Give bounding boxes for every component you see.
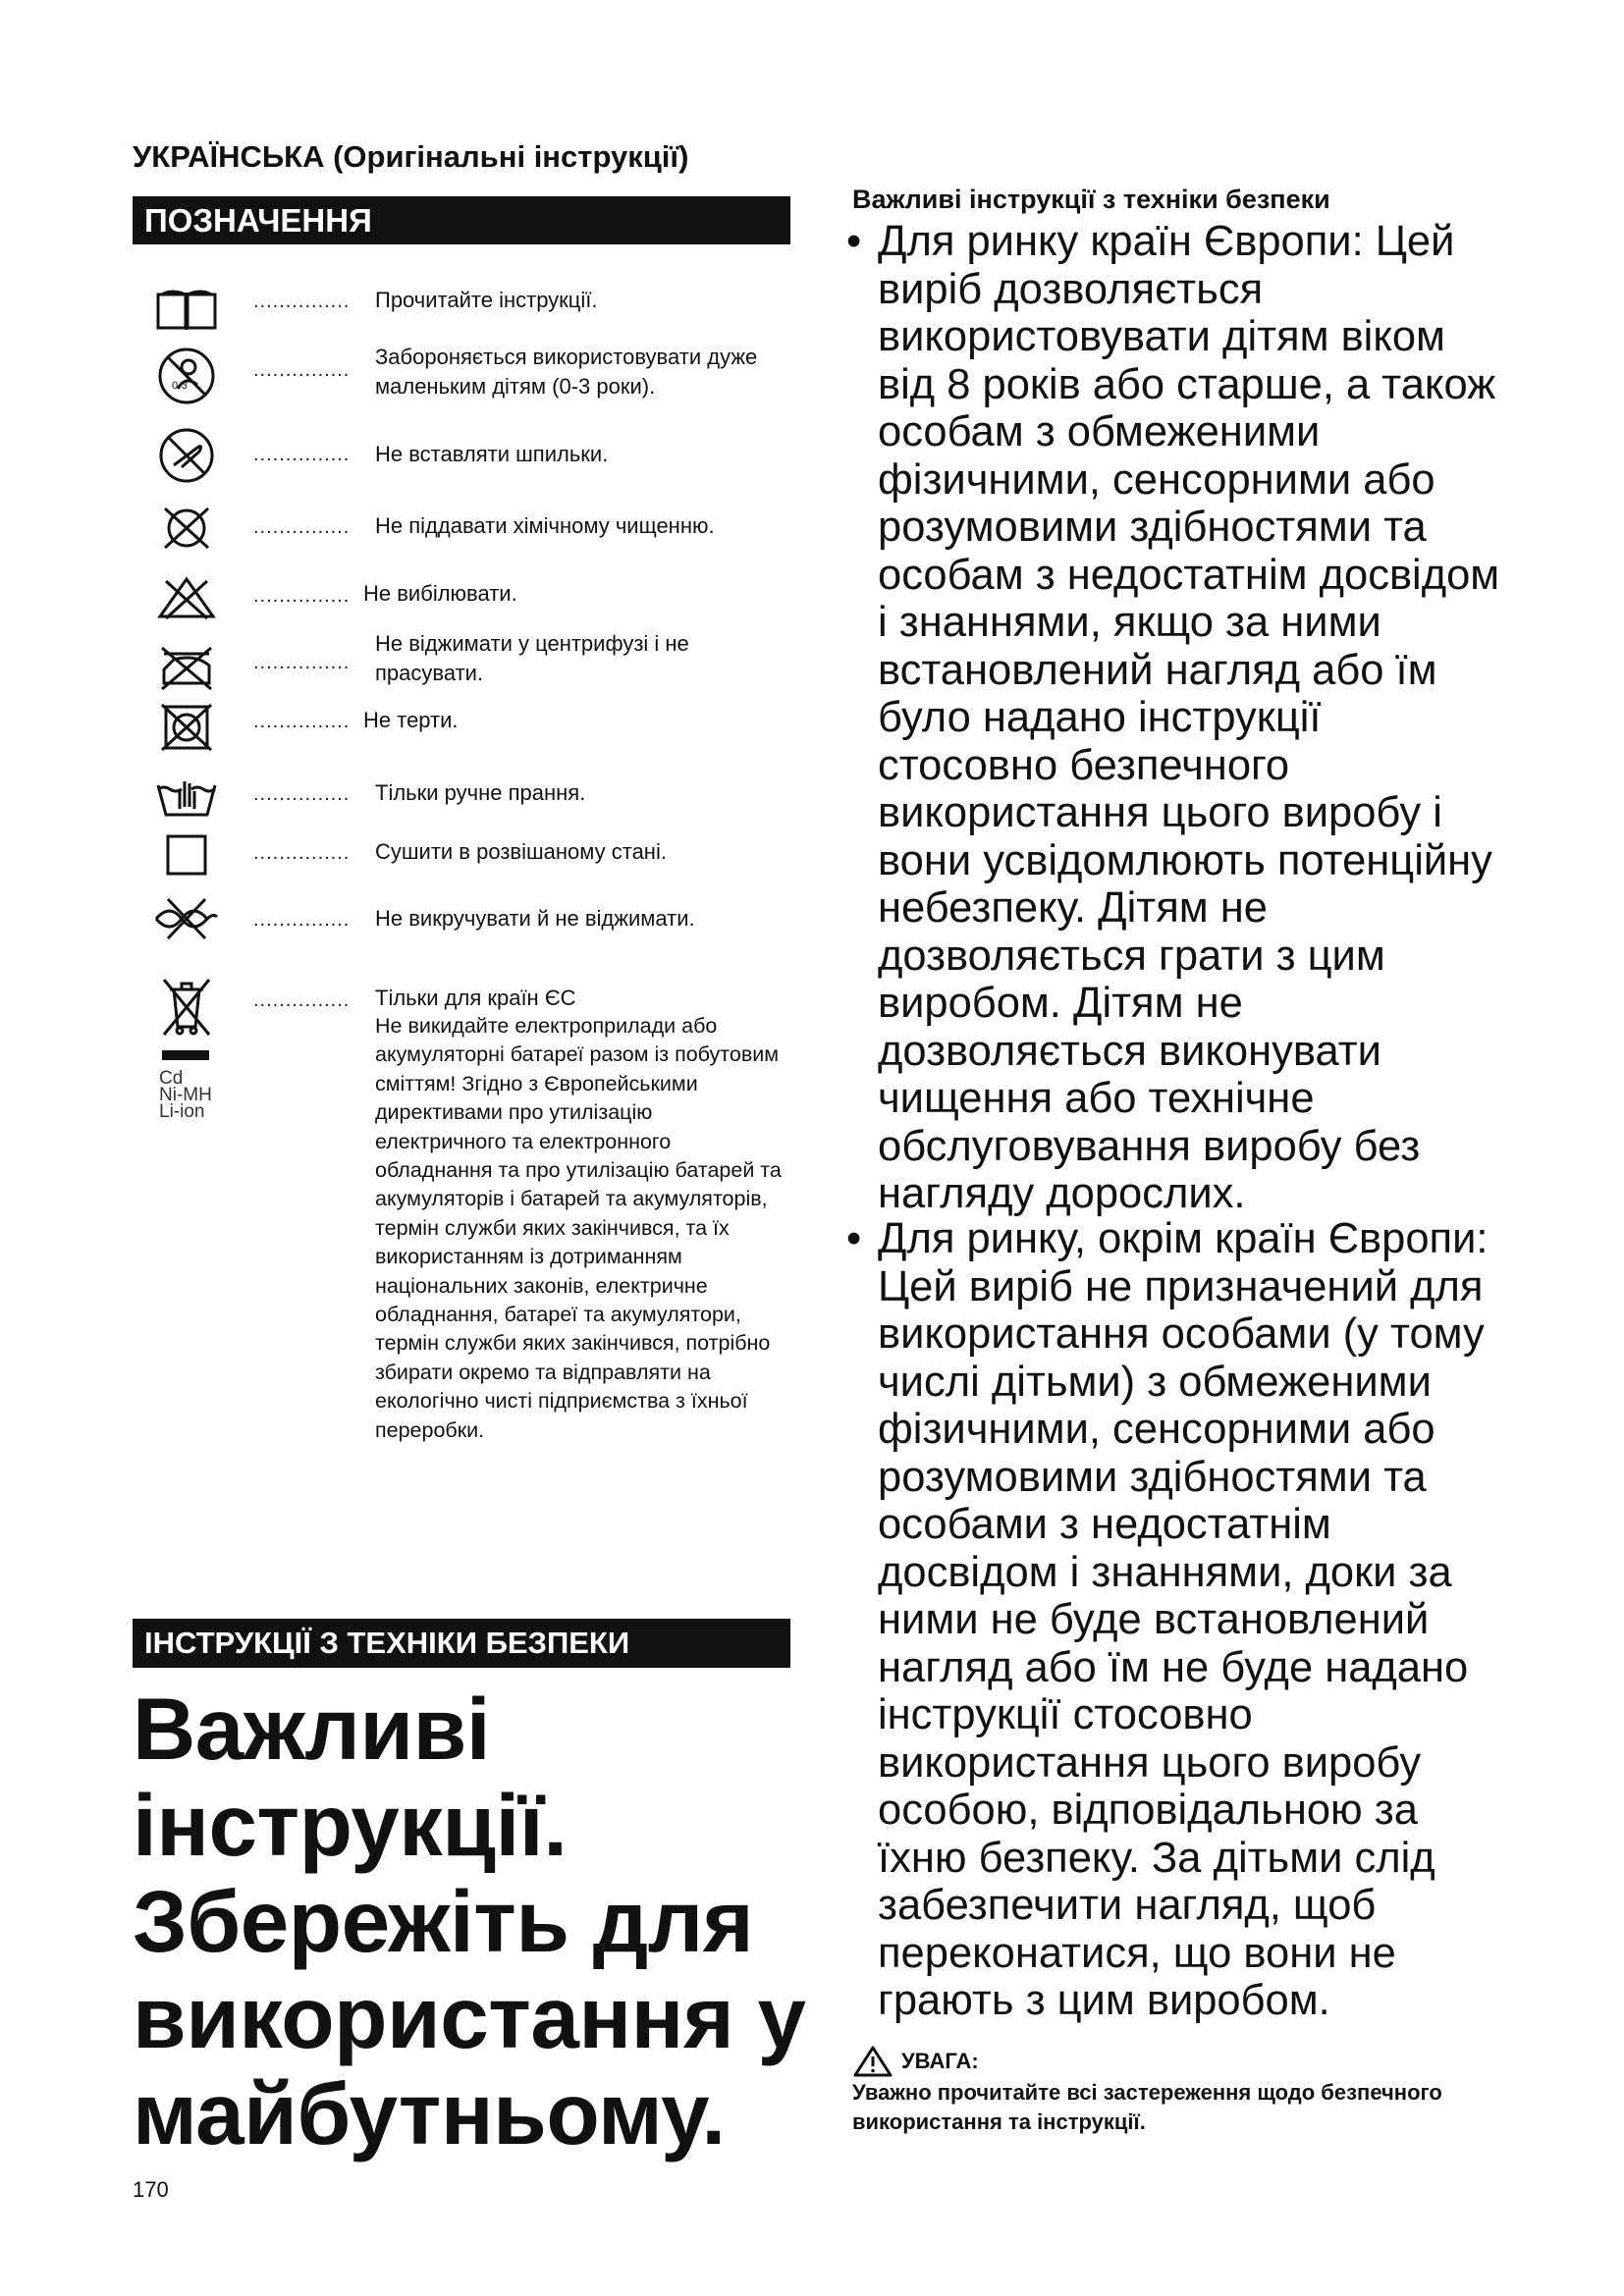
battery-label-cd: Cd (159, 1068, 184, 1089)
dot-leader: ............... (253, 585, 351, 607)
bullet-text-non-eu-market: Для ринку, окрім країн Європи: Цей виріб не призначений для використання особами (у тому числі дітьми) з обмеженими фізичними, сенсорними або розумовими здібностями та особами з недостатнім досвідом і знаннями, доки за ними не буде встановлений нагляд або їм не буде надано інструкції стосовно використання цього виробу особою, відповідальною за їхню безпеку. За дітьми слід забезпечити нагляд, щоб переконатися, що вони не грають з цим виробом. (878, 1215, 1489, 2024)
symbol-text-no-infants: Забороняється використовувати дуже маленьким дітям (0-3 роки). (375, 345, 758, 399)
no-dry-clean-icon (152, 503, 221, 554)
safety-section-title: ІНСТРУКЦІЇ З ТЕХНІКИ БЕЗПЕКИ (144, 1626, 630, 1660)
dot-leader: ............... (253, 842, 351, 864)
battery-label-liion: Li-ion (159, 1101, 205, 1122)
battery-label-nimh: Ni-MH (159, 1085, 212, 1105)
weee-bin-icon (152, 976, 221, 1039)
warning-label (852, 2045, 979, 2078)
svg-text:0-3: 0-3 (172, 380, 188, 392)
weee-bar-icon (162, 1050, 209, 1060)
list-item (846, 218, 1504, 1218)
dot-leader: ............... (253, 516, 351, 538)
dot-leader: ............... (253, 989, 351, 1011)
bullet-text-eu-market: Для ринку країн Європи: Цей виріб дозволяється використовувати дітям віком від 8 років або старше, а також особам з обмеженими фізичними, сенсорними або розумовими здібностями та особам з недостатнім досвідом і знаннями, якщо за ними встановлений нагляд або їм було надано інструкції стосовно безпечного використання цього виробу і вони усвідомлюють потенційну небезпеку. Дітям не дозволяється грати з цим виробом. Дітям не дозволяється виконувати чищення або технічне обслуговування виробу без нагляду дорослих. (878, 218, 1500, 1217)
page-language-title: УКРАЇНСЬКА (Оригінальні інструкції) (133, 139, 689, 174)
no-bleach-icon (152, 573, 221, 622)
warning-text: Уважно прочитайте всі застереження щодо безпечного використання та інструкції. (852, 2080, 1442, 2134)
no-wring-icon (152, 893, 221, 942)
symbol-text-hand-wash: Тільки ручне прання. (375, 780, 586, 805)
warning-triangle-icon (852, 2045, 893, 2078)
no-infants-icon (152, 346, 221, 406)
symbol-text-no-pins: Не вставляти шпильки. (375, 442, 609, 466)
battery-chemistry-labels (159, 1070, 212, 1120)
symbol-text-eu-only: Тільки для країн ЄС (375, 986, 576, 1010)
symbols-section-header (133, 196, 790, 244)
bullet-marker: • (846, 1215, 862, 1262)
no-pins-icon (152, 426, 221, 485)
symbols-section-title: ПОЗНАЧЕННЯ (144, 201, 372, 239)
symbol-text-no-spin-no-iron: Не віджимати у центрифузі і не прасувати. (375, 631, 689, 685)
weee-disposal-text: Не викидайте електроприлади або акумуляторні батареї разом із побутовим сміттям! Згідно з Європейськими директивами про утилізацію електричного та електронного обладнання та про утилізацію батарей та акумуляторів і батарей та акумуляторів, термін служби яких закінчився, та їх використанням із дотриманням національних законів, електричне обладнання, батареї та акумулятори, термін служби яких закінчився, потрібно збирати окремо та відправляти на екологічно чисті підприємства з їхньої переробки. (375, 1014, 782, 1442)
dot-leader: ............... (253, 652, 351, 673)
list-item (846, 1215, 1504, 2025)
symbol-text-no-rub: Не терти. (363, 708, 459, 732)
book-icon (152, 283, 221, 338)
symbol-text-read-instructions: Прочитайте інструкції. (375, 288, 598, 312)
dot-leader: ............... (253, 444, 351, 465)
page-number: 170 (133, 2177, 169, 2202)
bullet-marker: • (846, 218, 862, 265)
line-dry-icon (152, 830, 221, 880)
hand-wash-icon (152, 772, 221, 821)
dot-leader: ............... (253, 909, 351, 931)
warning-label-text: УВАГА: (901, 2049, 979, 2073)
symbol-text-line-dry: Сушити в розвішаному стані. (375, 839, 667, 864)
dot-leader: ............... (253, 359, 351, 381)
no-spin-no-iron-icon (152, 640, 221, 693)
no-rub-icon (152, 701, 221, 754)
symbol-text-no-dry-clean: Не піддавати хімічному чищенню. (375, 513, 715, 538)
safety-instructions-heading: Важливі інструкції з техніки безпеки (852, 185, 1330, 214)
safety-section-header (133, 1619, 790, 1668)
symbol-text-no-wring: Не викручувати й не віджимати. (375, 906, 695, 931)
important-instructions-heading: Важливі інструкції. Збережіть для використання у майбутньому. (133, 1680, 806, 2163)
dot-leader: ............... (253, 783, 351, 805)
dot-leader: ............... (253, 711, 351, 732)
dot-leader: ............... (253, 291, 351, 312)
symbol-text-no-bleach: Не вибілювати. (363, 581, 517, 606)
